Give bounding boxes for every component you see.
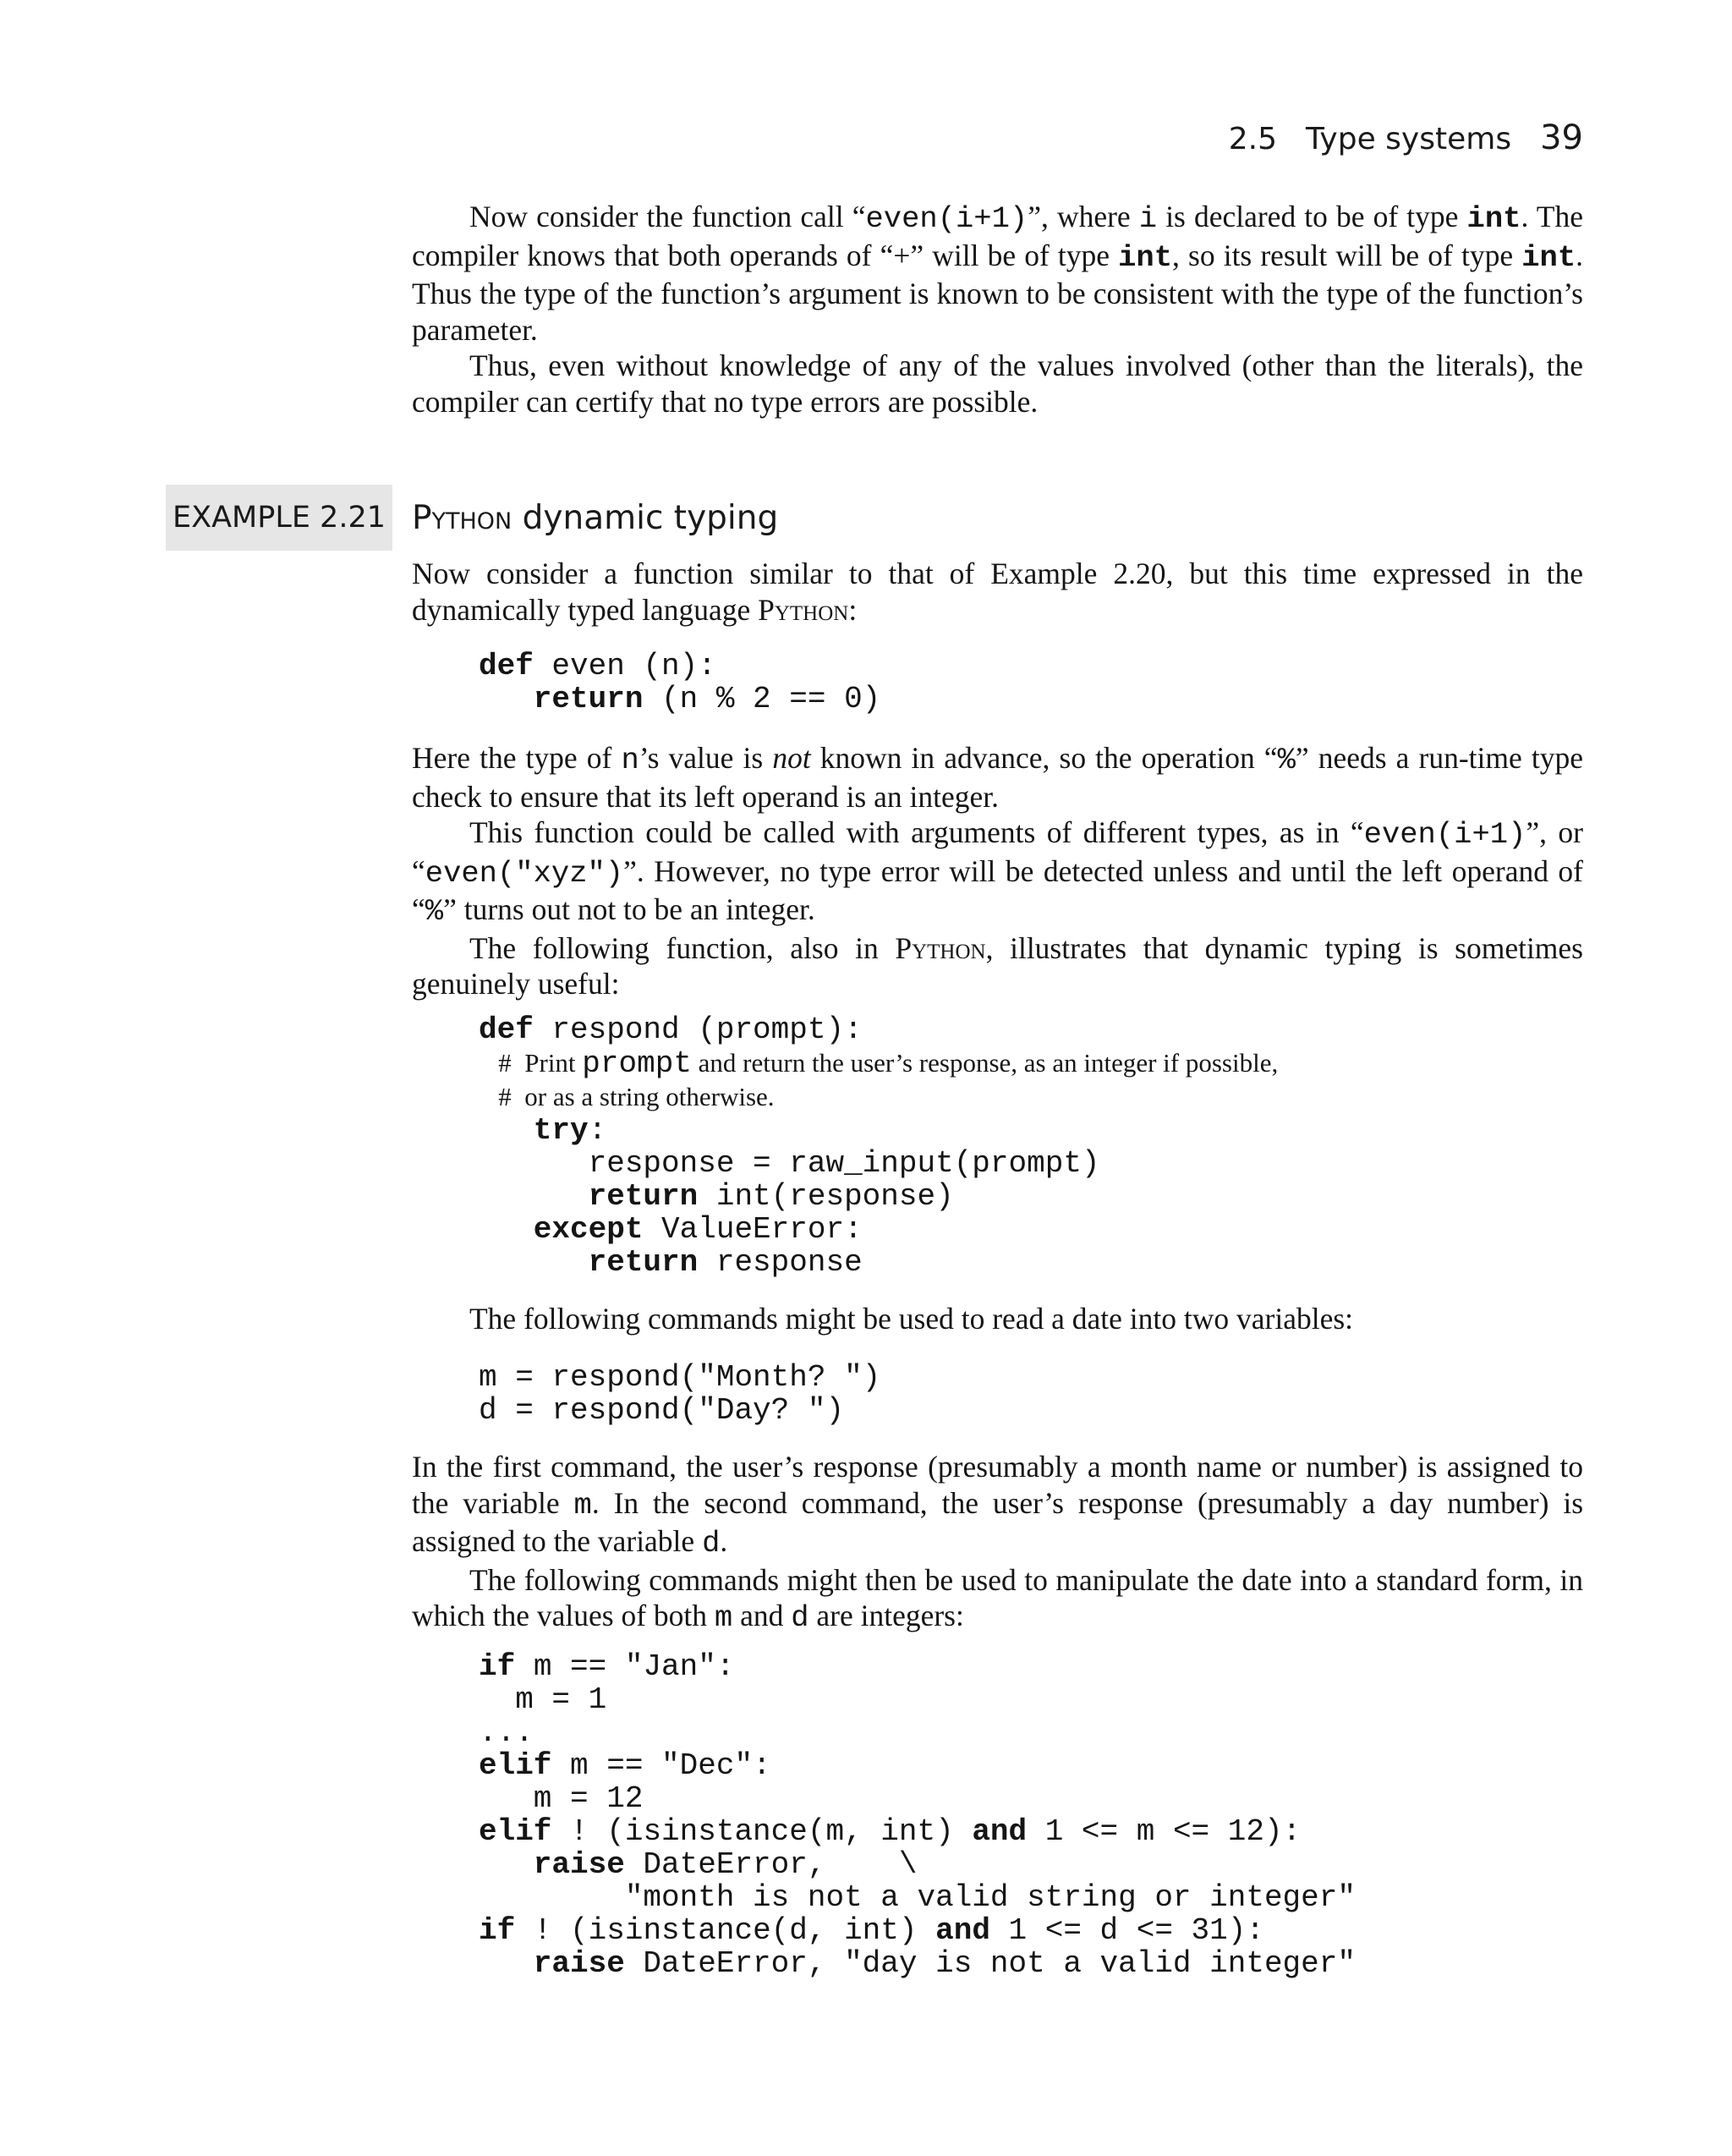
read-date-text xyxy=(412,1301,1583,1337)
paragraph-certify: Thus, even without knowledge of any of the values involved (other than the literals), the compiler can certify that no type errors are possible. xyxy=(412,348,1583,419)
paragraph-python-intro: Now consider a function similar to that of Example 2.20, but this time expressed in the dynamically typed language Python: xyxy=(412,557,1583,627)
example-label: EXAMPLE 2.21 xyxy=(166,485,392,551)
explanation-text xyxy=(412,740,1583,1002)
example-title: Python dynamic typing xyxy=(412,499,779,537)
paragraph-runtime-check: Here the type of n’s value is not known in advance, so the operation “%” needs a run-time type check to ensure that its left operand is an integer. xyxy=(412,741,1584,814)
example-intro xyxy=(412,556,1583,628)
code-date-normalize: if m == "Jan": m = 1 ... elif m == "Dec": m = 12 elif ! (isinstance(m, int) and 1 <= m <= 12): raise DateError, \ "month is not a valid string or integer" if ! (isinstance(d, int) and 1 <= d <= 31): raise DateError, "day is not a valid integer" xyxy=(479,1649,1356,1981)
paragraph-useful: The following function, also in Python, illustrates that dynamic typing is sometimes genuinely useful: xyxy=(412,930,1583,1001)
code-read-date: m = respond("Month? ") d = respond("Day? ") xyxy=(479,1360,881,1428)
section-number: 2.5 xyxy=(1228,122,1278,156)
paragraph-function-call: Now consider the function call “even(i+1)”, where i is declared to be of type int. The compiler knows that both operands of “+” will be of type int, so its result will be of type int. Thus the type of the function’s argument is known to be consistent with the type of the function’s parameter. xyxy=(412,200,1584,347)
paragraph-different-types: This function could be called with arguments of different types, as in “even(i+1)”, or “even("xyz")”. However, no type error will be detected unless and until the left operand of “%” turns out not to be an integer. xyxy=(412,815,1583,929)
paragraph-read-date: The following commands might be used to read a date into two variables: xyxy=(469,1302,1354,1336)
running-head xyxy=(1229,118,1583,157)
paragraph-standard-form: The following commands might then be used to manipulate the date into a standard form, in which the values of both m and d are integers: xyxy=(412,1562,1583,1635)
code-even-function: def even (n): return (n % 2 == 0) xyxy=(479,649,881,716)
paragraph-assignment: In the first command, the user’s response (presumably a month name or number) is assigned to the variable m. In the second command, the user’s response (presumably a day number) is assigned to the variable d. xyxy=(412,1450,1584,1561)
assignment-text xyxy=(412,1449,1583,1637)
section-title: Type systems xyxy=(1306,122,1512,156)
page-number: 39 xyxy=(1540,118,1583,157)
intro-text xyxy=(412,199,1583,420)
code-respond-function: def respond (prompt): # Print prompt and return the user’s response, as an integer if possible, # or as a string otherwise. try: response = raw_input(prompt) return int(response) except ValueError: return response xyxy=(479,1012,1279,1280)
